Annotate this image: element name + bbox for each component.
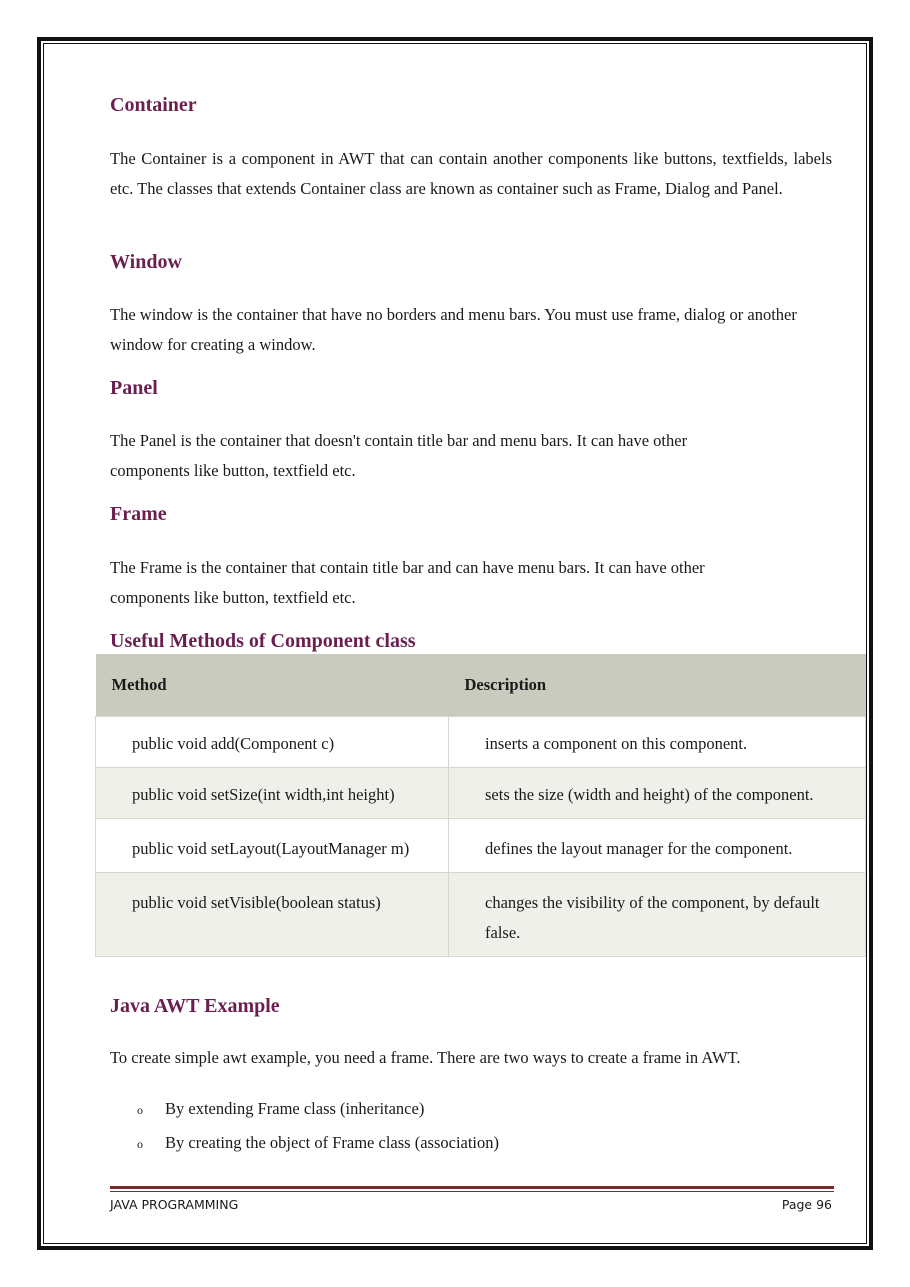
paragraph-example: To create simple awt example, you need a frame. There are two ways to create a frame in AWT. (110, 1048, 741, 1067)
paragraph-window: The window is the container that have no borders and menu bars. You must use frame, dialog or another window for creating a window. (110, 305, 797, 354)
table-row (96, 819, 866, 873)
column-header-method: Method (96, 654, 449, 717)
bullet-marker: o (137, 1137, 143, 1151)
description-cell: inserts a component on this component. (449, 717, 866, 768)
methods-table (95, 654, 866, 957)
description-cell: changes the visibility of the component, by default false. (449, 873, 866, 957)
table-row (96, 717, 866, 768)
heading-useful-methods: Useful Methods of Component class (110, 630, 416, 652)
paragraph-container: The Container is a component in AWT that can contain another components like buttons, textfields, labels etc. The classes that extends Container class are known as container such as Frame, Dialog and Panel. (110, 149, 832, 198)
table-row (96, 873, 866, 957)
description-cell: sets the size (width and height) of the component. (449, 768, 866, 819)
column-header-description: Description (449, 654, 866, 717)
footer-title: JAVA PROGRAMMING (110, 1197, 239, 1212)
page-number: Page 96 (781, 1197, 832, 1212)
list-item (137, 1094, 499, 1128)
method-cell: public void setSize(int width,int height) (96, 768, 449, 819)
footer-divider-thick (110, 1186, 834, 1189)
table-row (96, 768, 866, 819)
table-header-row (96, 654, 866, 717)
bullet-list (137, 1094, 499, 1162)
list-item (137, 1128, 499, 1162)
method-cell: public void add(Component c) (96, 717, 449, 768)
description-cell: defines the layout manager for the component. (449, 819, 866, 873)
paragraph-panel: The Panel is the container that doesn't contain title bar and menu bars. It can have other components like button, textfield etc. (110, 431, 688, 480)
paragraph-frame: The Frame is the container that contain title bar and can have menu bars. It can have other components like button, textfield etc. (110, 558, 705, 607)
heading-window: Window (110, 251, 182, 273)
footer-divider-thin (110, 1191, 834, 1192)
method-cell: public void setLayout(LayoutManager m) (96, 819, 449, 873)
list-item-text: By extending Frame class (inheritance) (165, 1099, 425, 1118)
list-item-text: By creating the object of Frame class (association) (165, 1133, 500, 1152)
heading-panel: Panel (110, 377, 158, 399)
method-cell: public void setVisible(boolean status) (96, 873, 449, 957)
heading-container: Container (110, 94, 197, 116)
heading-frame: Frame (110, 503, 167, 525)
heading-java-awt-example: Java AWT Example (110, 995, 280, 1017)
bullet-marker: o (137, 1103, 143, 1117)
